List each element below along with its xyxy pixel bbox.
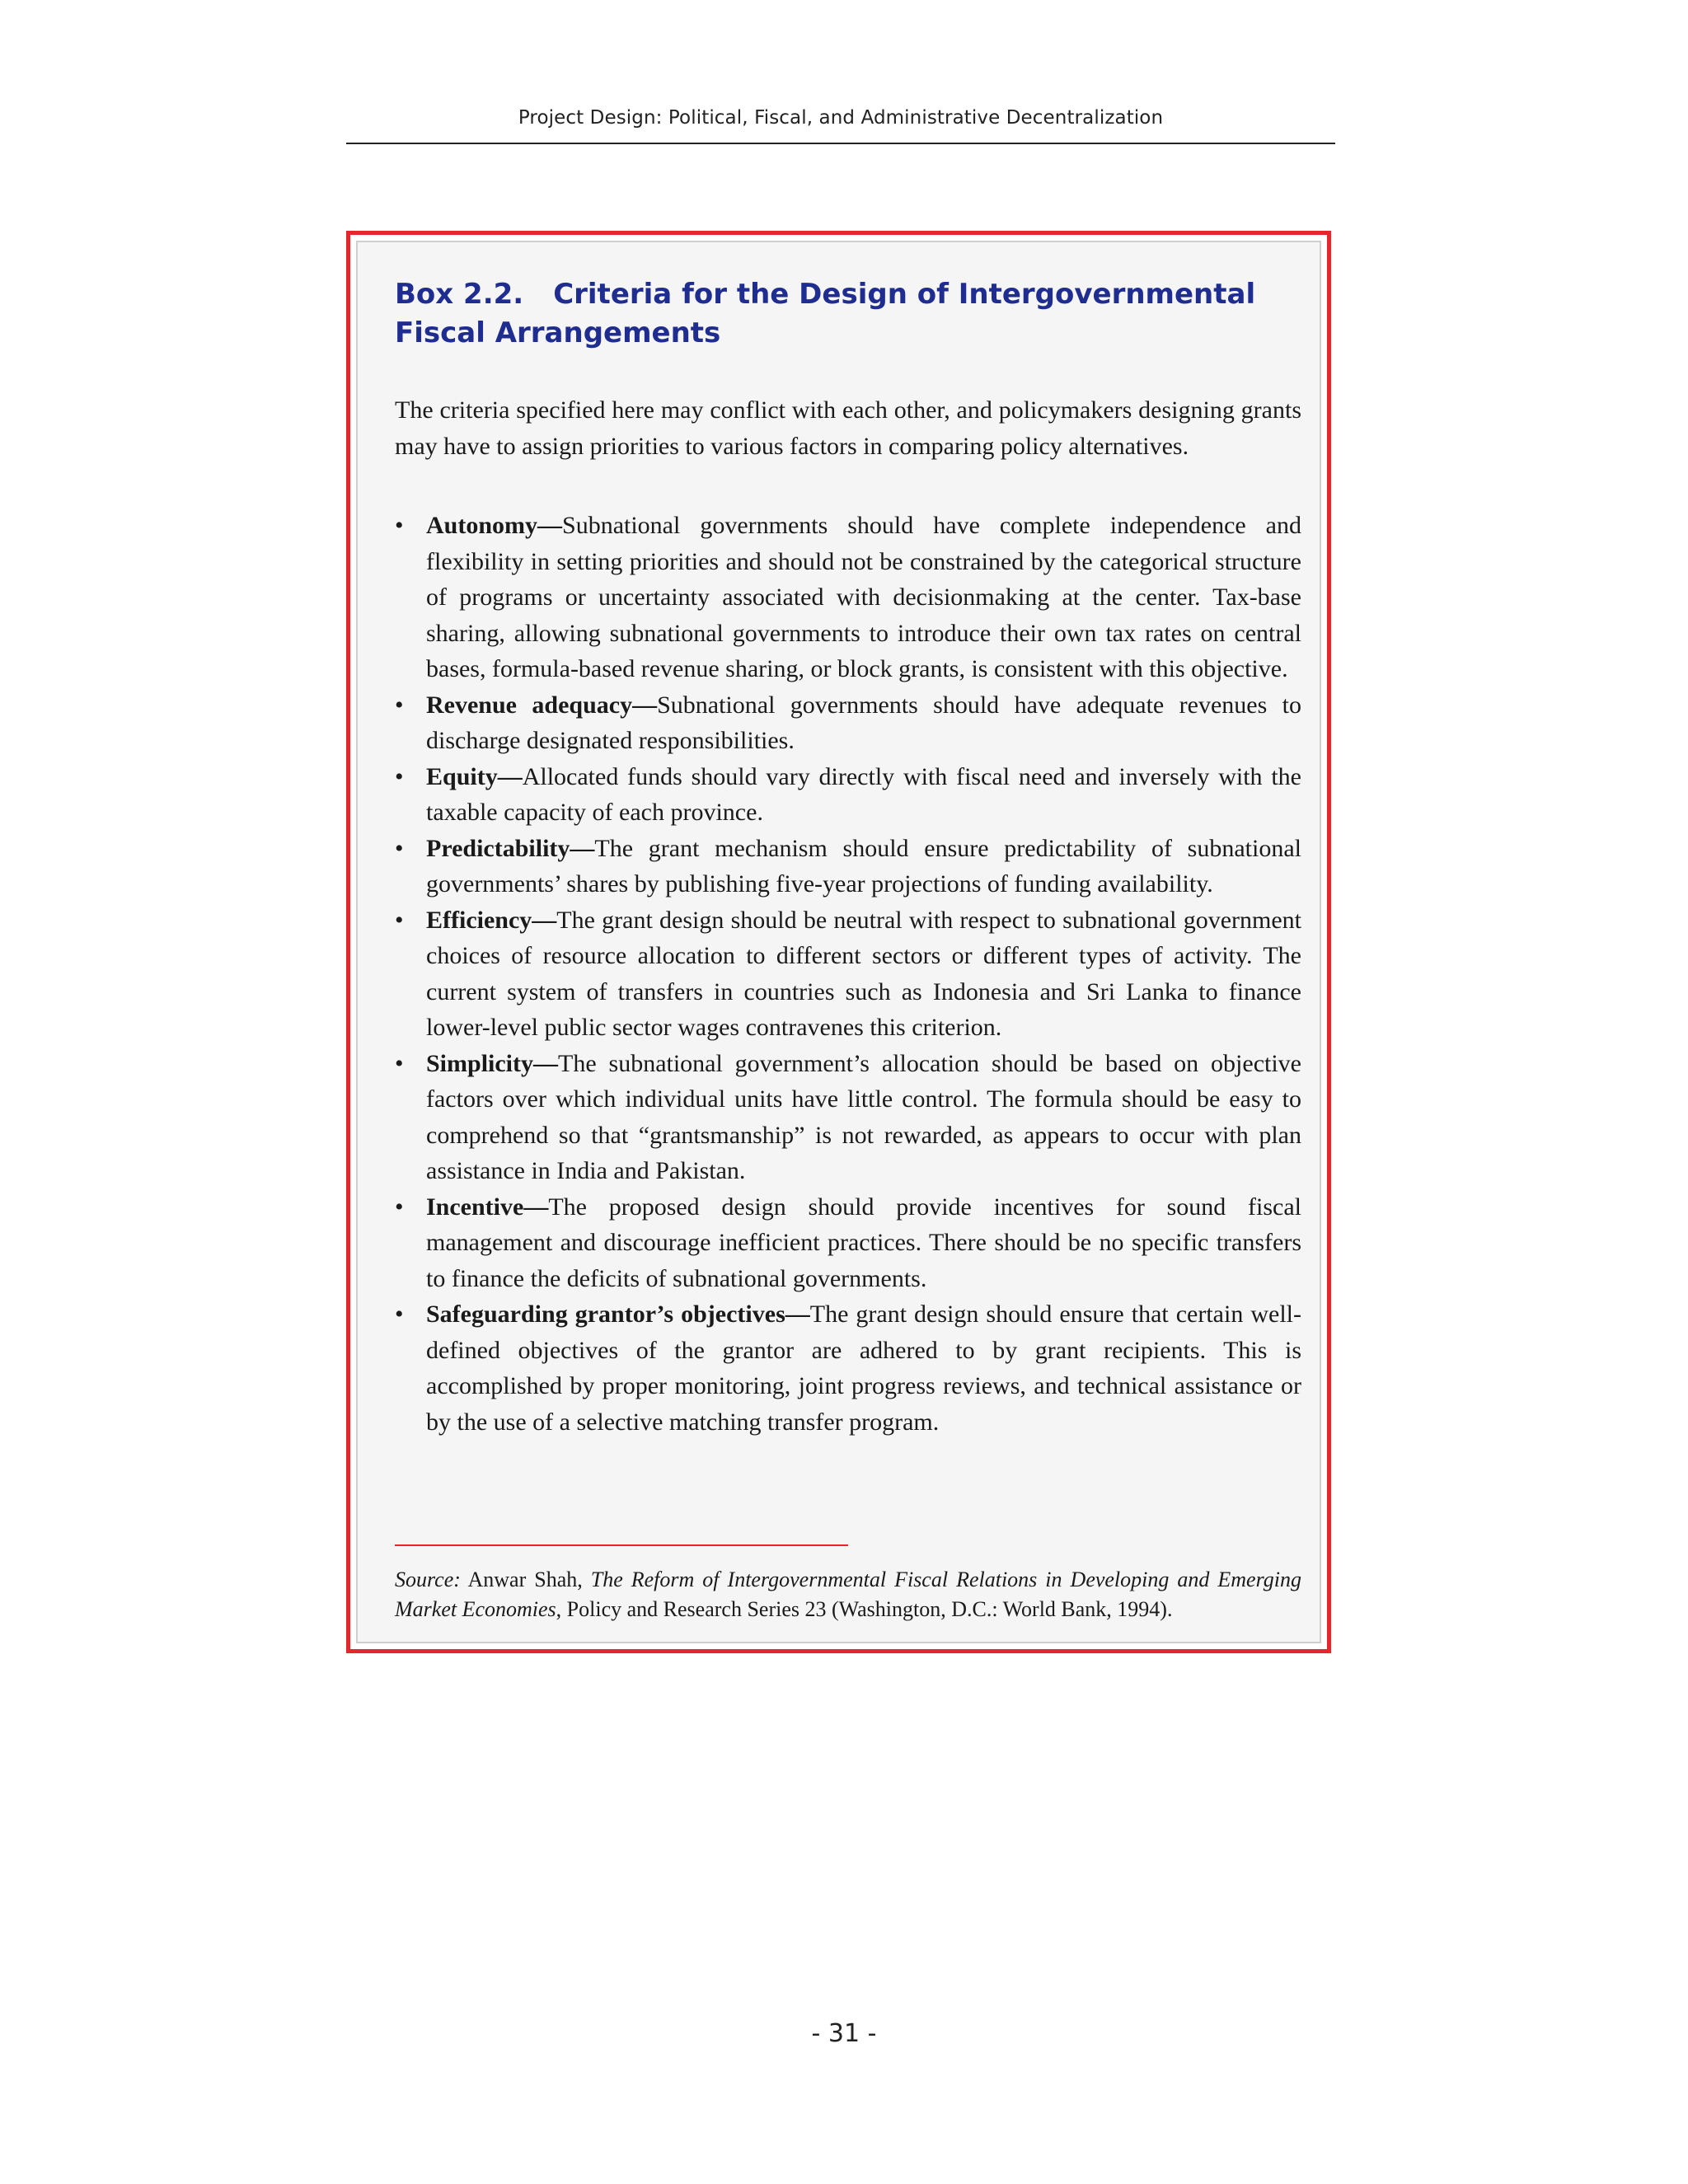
source-work-title: The Reform of Intergovernmental Fiscal Relations in Developing and Emerging Market Economies	[395, 1568, 1301, 1621]
bullet-icon: •	[395, 691, 404, 719]
list-item	[395, 1189, 1301, 1297]
bullet-icon: •	[395, 512, 404, 539]
criterion-term: Safeguarding grantor’s objectives—	[426, 1301, 810, 1328]
box-frame	[346, 231, 1331, 1653]
bullet-icon: •	[395, 1301, 404, 1328]
bullet-icon: •	[395, 834, 404, 862]
criterion-term: Simplicity—	[426, 1049, 559, 1077]
criterion-term: Revenue adequacy—	[426, 691, 658, 719]
list-item	[395, 759, 1301, 831]
header-rule	[346, 143, 1335, 144]
source-note	[395, 1565, 1301, 1624]
list-item	[395, 508, 1301, 687]
criterion-text: The grant design should ensure that certain well-defined objectives of the grantor are adhered to by grant recipients. This is accomplished by proper monitoring, joint progress reviews, and technical assistance or by the use of a selective matching transfer program.	[426, 1301, 1301, 1436]
bullet-icon: •	[395, 1193, 404, 1221]
source-label: Source:	[395, 1568, 461, 1591]
list-item	[395, 1046, 1301, 1189]
source-author: Anwar Shah,	[460, 1568, 591, 1591]
criterion-term: Equity—	[426, 762, 523, 790]
criterion-text: Allocated funds should vary directly with fiscal need and inversely with the taxable capacity of each province.	[426, 762, 1301, 826]
criterion-term: Efficiency—	[426, 906, 557, 934]
criterion-term: Autonomy—	[426, 512, 563, 539]
source-divider	[395, 1544, 848, 1546]
bullet-icon: •	[395, 1049, 404, 1077]
list-item	[395, 902, 1301, 1046]
criterion-text: Subnational governments should have complete independence and flexibility in setting priorities and should not be constrained by the categorical structure of programs or uncertainty associated with decisionmaking at the center. Tax-base sharing, allowing subnational governments to introduce their own tax rates on central bases, formula-based revenue sharing, or block grants, is consistent with this objective.	[426, 512, 1301, 682]
criterion-text: Subnational governments should have adequate revenues to discharge designated responsibilities.	[426, 691, 1301, 754]
box-intro: The criteria specified here may conflict with each other, and policymakers designing grants may have to assign priorities to various factors in comparing policy alternatives.	[395, 396, 1301, 460]
list-item	[395, 1296, 1301, 1440]
criterion-text: The proposed design should provide incentives for sound fiscal management and discourage inefficient practices. There should be no specific transfers to finance the deficits of subnational governments.	[426, 1193, 1301, 1292]
bullet-icon: •	[395, 762, 404, 790]
box-panel	[356, 241, 1321, 1643]
bullet-icon: •	[395, 906, 404, 934]
criterion-text: The grant design should be neutral with respect to subnational government choices of resource allocation to different sectors or different types of activity. The current system of transfers in countries such as Indonesia and Sri Lanka to finance lower-level public sector wages contravenes this criterion.	[426, 906, 1301, 1041]
box-title-text: Criteria for the Design of Intergovernmental Fiscal Arrangements	[395, 278, 1256, 349]
list-item	[395, 831, 1301, 902]
criterion-term: Incentive—	[426, 1193, 549, 1221]
criterion-term: Predictability—	[426, 834, 595, 862]
list-item	[395, 687, 1301, 759]
criterion-text: The grant mechanism should ensure predictability of subnational governments’ shares by publishing five-year projections of funding availability.	[426, 834, 1301, 898]
criteria-list	[395, 508, 1301, 1440]
box-label: Box 2.2.	[395, 278, 524, 311]
criterion-text: The subnational government’s allocation should be based on objective factors over which individual units have little control. The formula should be easy to comprehend so that “grantsmanship” is not rewarded, as appears to occur with plan assistance in India and Pakistan.	[426, 1049, 1301, 1184]
page-number: - 31 -	[811, 2019, 877, 2048]
running-header: Project Design: Political, Fiscal, and Administrative Decentralization	[518, 107, 1164, 129]
source-details: , Policy and Research Series 23 (Washington, D.C.: World Bank, 1994).	[556, 1597, 1173, 1621]
box-title	[395, 275, 1260, 353]
